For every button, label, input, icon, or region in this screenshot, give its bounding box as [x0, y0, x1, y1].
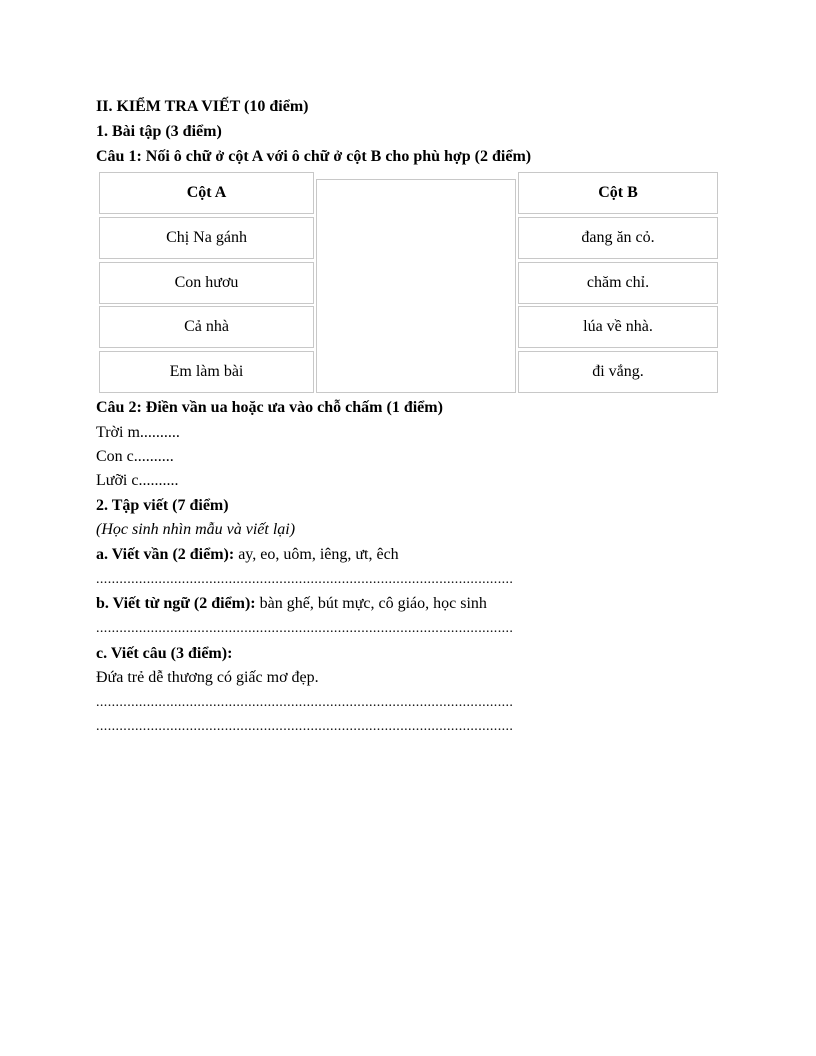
section-b-content: bàn ghế, bút mực, cô giáo, học sinh: [255, 595, 487, 612]
section-a: [96, 545, 399, 565]
column-b-header: Cột B: [518, 172, 718, 214]
column-a-header: Cột A: [99, 172, 314, 214]
part1-title: 1. Bài tập (3 điểm): [96, 123, 222, 140]
part2-title: 2. Tập viết (7 điểm): [96, 497, 229, 514]
question2-title: Câu 2: Điền vần ua hoặc ưa vào chỗ chấm (1 điểm): [96, 399, 443, 416]
column-a-item[interactable]: Chị Na gánh: [99, 217, 314, 259]
writing-line: ...........................................................................................................: [96, 719, 514, 734]
writing-line: ...........................................................................................................: [96, 572, 514, 587]
fill-in-item: Lưỡi c..........: [96, 472, 179, 489]
part2-note: (Học sinh nhìn mẫu và viết lại): [96, 521, 296, 538]
column-a-item[interactable]: Cả nhà: [99, 306, 314, 348]
column-b-item[interactable]: lúa về nhà.: [518, 306, 718, 348]
section-b: [96, 594, 487, 614]
matching-space: [316, 179, 516, 393]
writing-line: ...........................................................................................................: [96, 621, 514, 636]
section-c-content: Đứa trẻ dễ thương có giấc mơ đẹp.: [96, 669, 319, 686]
column-b-item[interactable]: chăm chỉ.: [518, 262, 718, 304]
section-title: II. KIỂM TRA VIẾT (10 điểm): [96, 98, 309, 115]
column-a-item[interactable]: Em làm bài: [99, 351, 314, 393]
question1-title: Câu 1: Nối ô chữ ở cột A với ô chữ ở cột B cho phù hợp (2 điểm): [96, 148, 532, 165]
fill-in-item: Con c..........: [96, 448, 174, 465]
writing-line: ...........................................................................................................: [96, 695, 514, 710]
section-c-label: c. Viết câu (3 điểm):: [96, 645, 233, 662]
section-a-label: a. Viết vần (2 điểm):: [96, 546, 235, 563]
column-a-item[interactable]: Con hươu: [99, 262, 314, 304]
section-b-label: b. Viết từ ngữ (2 điểm):: [96, 595, 256, 612]
section-a-content: ay, eo, uôm, iêng, ưt, êch: [234, 546, 399, 563]
column-b-item[interactable]: đang ăn cỏ.: [518, 217, 718, 259]
column-b-item[interactable]: đi vắng.: [518, 351, 718, 393]
fill-in-item: Trời m..........: [96, 424, 180, 441]
